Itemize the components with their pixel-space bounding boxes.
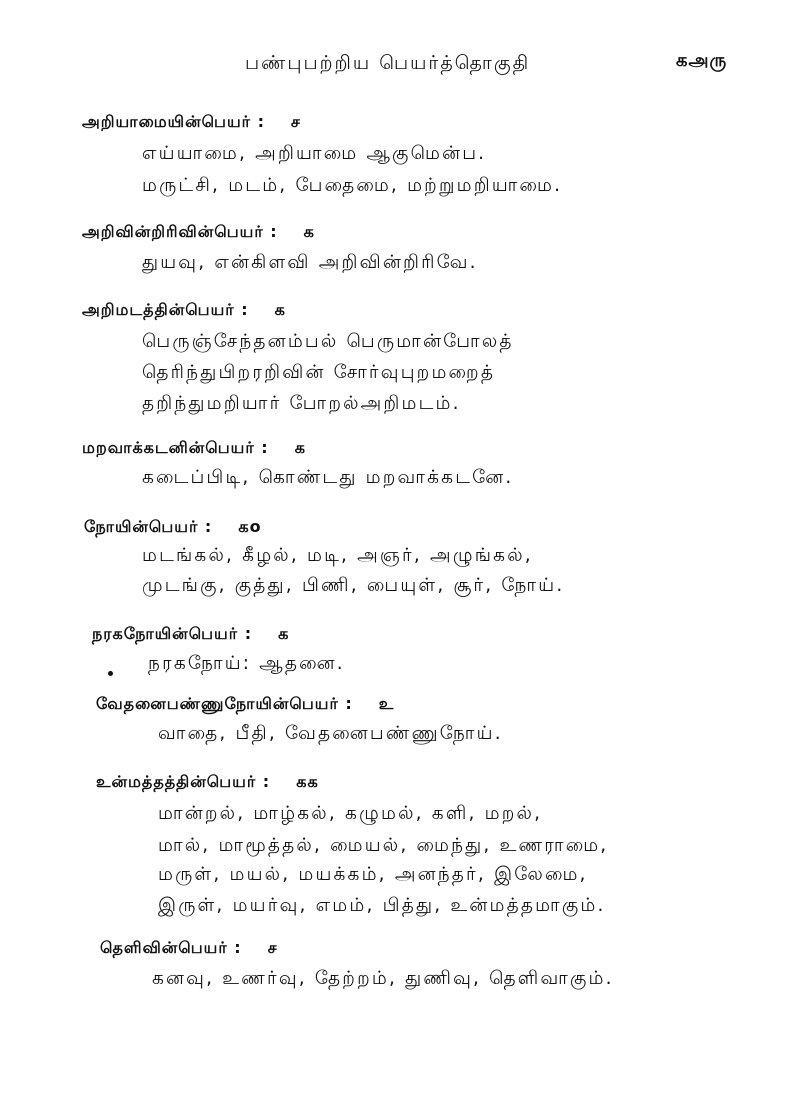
verse-line: மருட்சி, மடம், பேதைமை, மற்றுமறியாமை.	[142, 175, 563, 196]
entry-heading	[84, 517, 262, 538]
entry-heading	[96, 772, 319, 793]
verse-line: மால், மாமூத்தல், மையல், மைந்து, உணராமை,	[158, 835, 609, 856]
synonym-count: க	[303, 222, 315, 241]
heading-text: தெளிவின்பெயர் :	[100, 938, 242, 957]
heading-text: வேதனைபண்ணுநோயின்பெயர் :	[96, 694, 353, 713]
heading-text: மறவாக்கடனின்பெயர் :	[82, 438, 269, 457]
ink-dot	[108, 671, 113, 676]
entry-heading	[82, 222, 315, 243]
synonym-count: ச	[290, 112, 301, 131]
verse-line: மருள், மயல், மயக்கம், அனந்தர், இலேமை,	[158, 864, 588, 885]
verse-line: பெருஞ்சேந்தனம்பல் பெருமான்போலத்	[142, 331, 514, 352]
entry-heading	[82, 112, 301, 133]
heading-text: நோயின்பெயர் :	[84, 517, 213, 536]
synonym-count: கக	[296, 772, 319, 791]
synonym-count: க	[294, 438, 306, 457]
entry-heading	[96, 694, 394, 715]
verse-line: நரகநோய்: ஆதனை.	[148, 653, 345, 674]
verse-line: முடங்கு, குத்து, பிணி, பையுள், சூர், நோய்.	[142, 575, 565, 596]
verse-line: வாதை, பீதி, வேதனைபண்ணுநோய்.	[158, 723, 503, 744]
heading-text: நரகநோயின்பெயர் :	[92, 624, 253, 643]
running-title: பண்புபற்றிய பெயர்த்தொகுதி	[245, 52, 531, 74]
verse-line: இருள், மயர்வு, எமம், பித்து, உன்மத்தமாகும்.	[158, 895, 606, 916]
heading-text: அறியாமையின்பெயர் :	[82, 112, 265, 131]
verse-line: துயவு, என்கிளவி அறிவின்றிரிவே.	[142, 252, 478, 273]
verse-line: மடங்கல், கீழல், மடி, அஞர், அழுங்கல்,	[142, 545, 533, 566]
heading-text: உன்மத்தத்தின்பெயர் :	[96, 772, 271, 791]
synonym-count: ச	[267, 938, 278, 957]
entry-heading	[100, 938, 278, 959]
entry-heading	[82, 438, 306, 459]
synonym-count: கo	[238, 517, 262, 536]
synonym-count: க	[278, 624, 290, 643]
entry-heading	[82, 300, 286, 321]
heading-text: அறிவின்றிரிவின்பெயர் :	[82, 222, 278, 241]
synonym-count: க	[274, 300, 286, 319]
verse-line: தறிந்துமறியார் போறல்அறிமடம்.	[142, 393, 461, 414]
verse-line: தெரிந்துபிறரறிவின் சோர்வுபுறமறைத்	[142, 362, 496, 383]
heading-text: அறிமடத்தின்பெயர் :	[82, 300, 249, 319]
verse-line: மான்றல், மாழ்கல், கழுமல், களி, மறல்,	[158, 803, 543, 824]
page-number: கஅரு	[676, 50, 728, 71]
verse-line: கனவு, உணர்வு, தேற்றம், துணிவு, தெளிவாகும்.	[152, 968, 614, 989]
verse-line: எய்யாமை, அறியாமை ஆகுமென்ப.	[142, 143, 487, 164]
entry-heading	[92, 624, 289, 645]
synonym-count: உ	[378, 694, 395, 713]
verse-line: கடைப்பிடி, கொண்டது மறவாக்கடனே.	[142, 467, 514, 488]
